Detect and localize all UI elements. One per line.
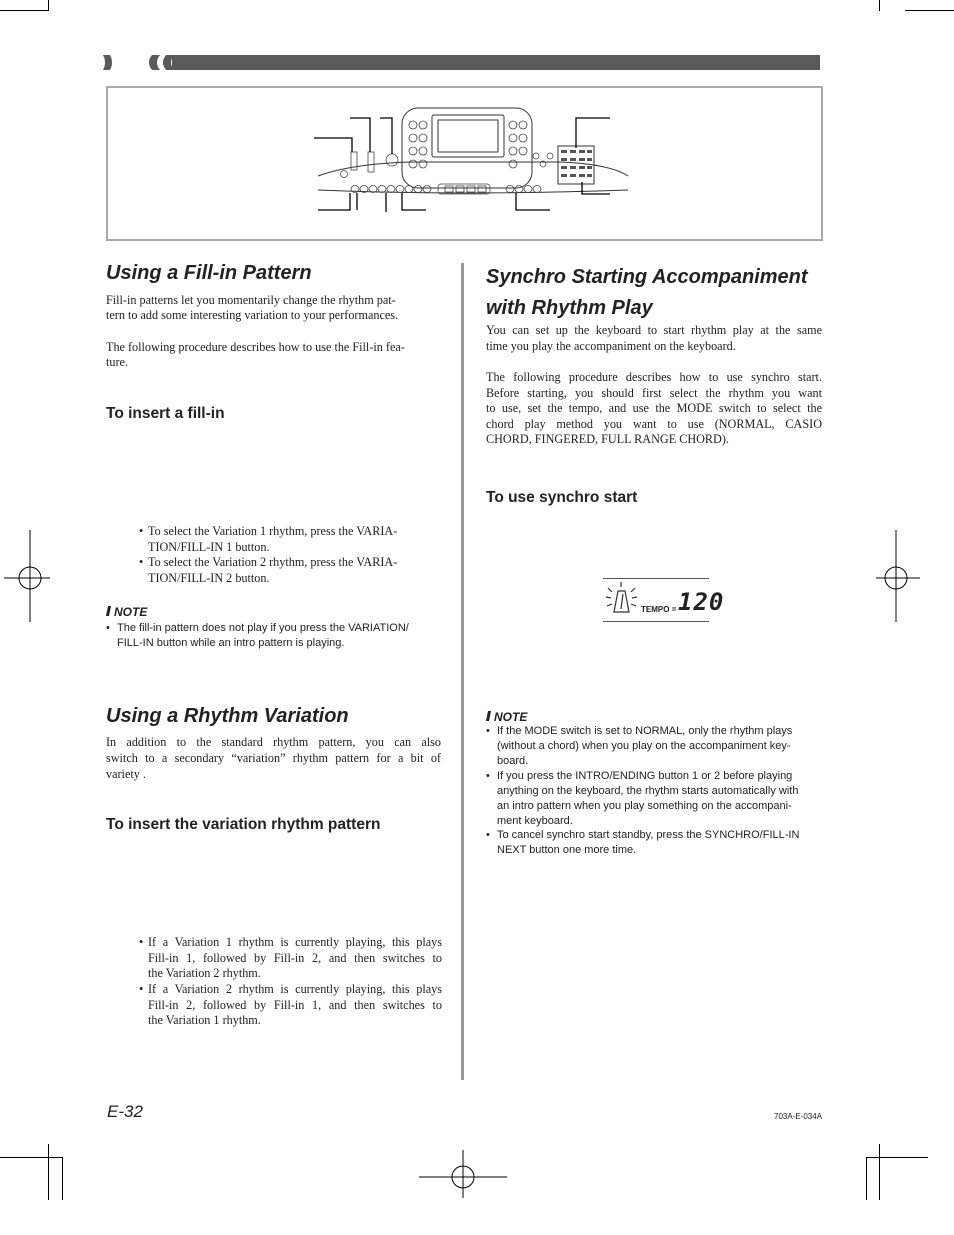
subsection-title-insert-fill-in: To insert a fill-in: [106, 405, 225, 422]
note-heading: NOTE: [487, 708, 527, 726]
column-divider: [461, 263, 464, 1080]
note-item: • If the MODE switch is set to NORMAL, only the rhythm plays (without a chord) when you play on the accompaniment key- board.: [486, 725, 793, 767]
fill-in-intro-line-2: tern to add some interesting variation to your performances.: [106, 308, 399, 322]
section-title-synchro-start: Synchro Starting Accompaniment with Rhythm Play: [486, 266, 808, 319]
section-title-rhythm-variation: Using a Rhythm Variation: [106, 705, 349, 727]
registration-mark-bottom: [415, 1150, 511, 1206]
header-bar: [100, 53, 822, 73]
synchro-intro2: The following procedure describes how to use synchro start. Before starting, you should first select the rhythm you want to use, set the tempo, and use the MODE switch to select the chord play method you want to use (NORMAL, CASIO CHORD, FINGERED, FULL RANGE CHORD).: [486, 370, 822, 447]
variation-intro-line-3: variety .: [106, 767, 146, 781]
tempo-label: TEMPO =: [641, 605, 677, 614]
lcd-display: [603, 578, 725, 622]
section-title-fill-in: Using a Fill-in Pattern: [106, 262, 312, 284]
note-icon: [486, 711, 491, 721]
fill-in-bullet: • To select the Variation 1 rhythm, press the VARIA- TION/FILL-IN 1 button.: [139, 524, 398, 554]
fill-in-intro2-line-2: ture.: [106, 355, 128, 369]
variation-bullet: • If a Variation 2 rhythm is currently playing, this plays Fill-in 2, followed by Fill-in 1, and then switches to the Variation 1 rhythm.: [139, 982, 442, 1028]
fill-in-intro2-line-1: The following procedure describes how to use the Fill-in fea-: [106, 340, 405, 354]
fill-in-bullet: • To select the Variation 2 rhythm, press the VARIA- TION/FILL-IN 2 button.: [139, 555, 398, 585]
page-number: E-32: [107, 1102, 143, 1121]
subsection-title-insert-variation: To insert the variation rhythm pattern: [106, 816, 381, 833]
fill-in-intro-line-1: Fill-in patterns let you momentarily change the rhythm pat-: [106, 293, 396, 307]
variation-intro-line-2: switch to a secondary “variation” rhythm pattern for a bit of: [106, 751, 441, 765]
registration-mark-right: [870, 530, 920, 625]
registration-mark-left: [0, 530, 50, 625]
subsection-title-use-synchro-start: To use synchro start: [486, 489, 638, 506]
tempo-value: 120: [678, 588, 725, 616]
note-icon: [106, 606, 111, 616]
note-item: • If you press the INTRO/ENDING button 1 or 2 before playing anything on the keyboard, the rhythm starts automatically with an intro pattern when you play something on the accompani- ment keyboard.: [486, 770, 799, 827]
variation-bullet: • If a Variation 1 rhythm is currently playing, this plays Fill-in 1, followed by Fill-in 2, and then switches to the Variation 2 rhythm.: [139, 935, 442, 981]
note-item: • To cancel synchro start standby, press the SYNCHRO/FILL-IN NEXT button one more time.: [486, 829, 800, 856]
keyboard-panel-illustration: [310, 100, 630, 216]
note-item: • The fill-in pattern does not play if you press the VARIATION/ FILL-IN button while an intro pattern is playing.: [106, 622, 409, 649]
metronome-icon: [603, 579, 639, 621]
document-code: 703A-E-034A: [774, 1112, 823, 1121]
variation-intro-line-1: In addition to the standard rhythm pattern, you can also: [106, 735, 441, 749]
synchro-intro1: You can set up the keyboard to start rhythm play at the same time you play the accompaniment on the keyboard.: [486, 323, 822, 353]
note-heading: NOTE: [107, 603, 147, 621]
